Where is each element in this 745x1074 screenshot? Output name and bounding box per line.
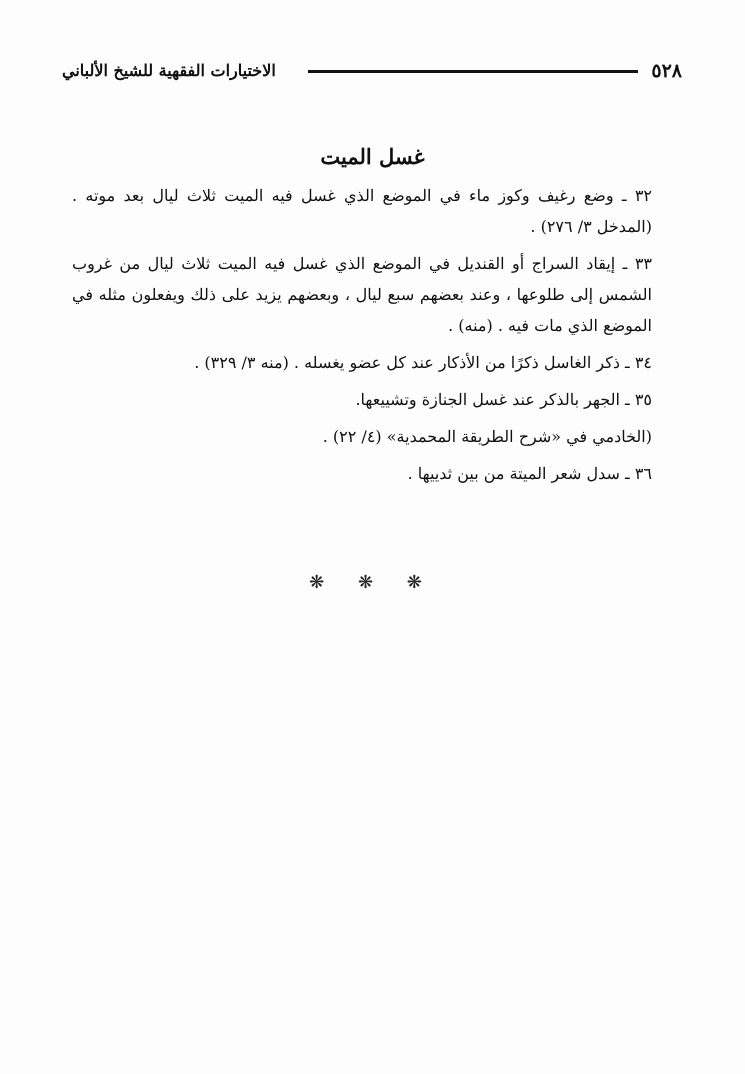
body-text <box>72 180 652 489</box>
chapter-title: غسل الميت <box>320 144 425 169</box>
paragraph-35-citation: (الخادمي في «شرح الطريقة المحمدية» (٤/ ٢٢) . <box>322 427 652 446</box>
paragraph-35: ٣٥ ـ الجهر بالذكر عند غسل الجنازة وتشييعها. <box>355 390 652 409</box>
paragraph-32: ٣٢ ـ وضع رغيف وكوز ماء في الموضع الذي غسل فيه الميت ثلاث ليال بعد موته . (المدخل ٣/ ٢٧٦) . <box>72 186 652 236</box>
header-rule <box>308 70 638 73</box>
page-number: ٥٢٨ <box>651 60 682 82</box>
paragraph-36: ٣٦ ـ سدل شعر الميتة من بين ثدييها . <box>407 464 652 483</box>
book-title: الاختيارات الفقهية للشيخ الألباني <box>62 61 276 80</box>
paragraph-34: ٣٤ ـ ذكر الغاسل ذكرًا من الأذكار عند كل عضو يغسله . (منه ٣/ ٣٢٩) . <box>194 353 652 372</box>
paragraph-33: ٣٣ ـ إيقاد السراج أو القنديل في الموضع الذي غسل فيه الميت ثلاث ليال من غروب الشمس إلى طلوعها ، وعند بعضهم سبع ليال ، وبعضهم يزيد على ذلك ويفعلون مثله في الموضع الذي مات فيه . (منه) . <box>72 254 652 335</box>
page-header <box>62 58 682 88</box>
section-separator: ❋ ❋ ❋ <box>309 572 436 593</box>
